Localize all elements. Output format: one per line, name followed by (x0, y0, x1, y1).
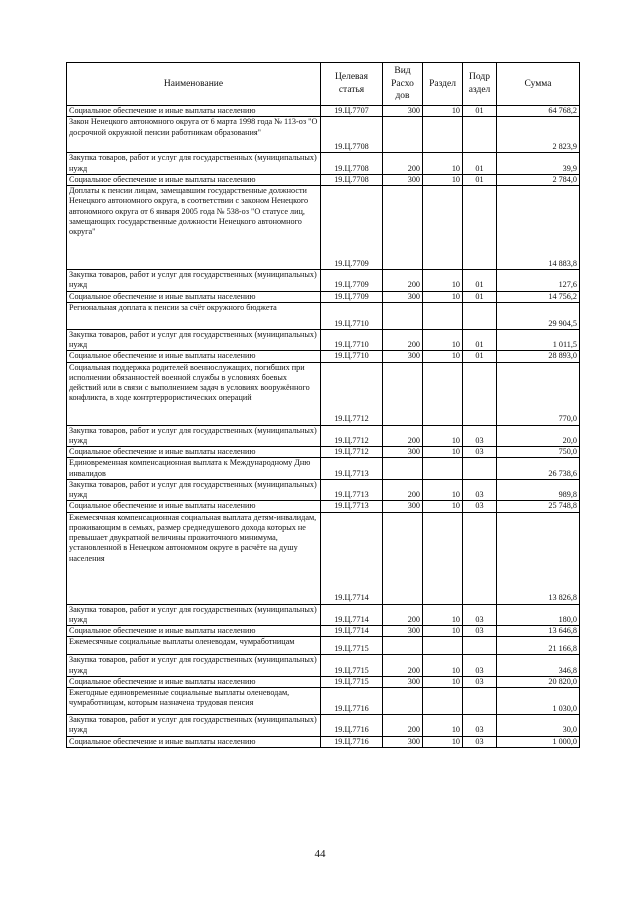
header-section: Раздел (423, 63, 463, 106)
row-subsection (463, 637, 497, 655)
row-sum: 21 166,8 (497, 637, 580, 655)
row-name: Социальное обеспечение и иные выплаты населению (67, 626, 321, 637)
table-row (67, 186, 580, 270)
row-subsection: 01 (463, 270, 497, 292)
table-row (67, 512, 580, 604)
row-name: Социальное обеспечение и иные выплаты населению (67, 736, 321, 747)
table-header-row (67, 63, 580, 106)
row-name: Закупка товаров, работ и услуг для государственных (муниципальных) нужд (67, 153, 321, 175)
row-subsection (463, 688, 497, 715)
table-row (67, 501, 580, 512)
row-section: 10 (423, 604, 463, 626)
row-section: 10 (423, 351, 463, 362)
row-expense-type: 200 (383, 479, 423, 501)
row-name: Единовременная компенсационная выплата к Международному Дню инвалидов (67, 458, 321, 480)
row-section: 10 (423, 106, 463, 117)
row-target-article: 19.Ц.7712 (321, 447, 383, 458)
row-subsection: 03 (463, 655, 497, 677)
row-section: 10 (423, 270, 463, 292)
row-section (423, 512, 463, 604)
row-subsection: 03 (463, 425, 497, 447)
table-row (67, 604, 580, 626)
row-subsection (463, 512, 497, 604)
table-row (67, 291, 580, 302)
row-target-article: 19.Ц.7707 (321, 106, 383, 117)
row-name: Закупка товаров, работ и услуг для государственных (муниципальных) нужд (67, 479, 321, 501)
row-target-article: 19.Ц.7712 (321, 425, 383, 447)
row-section: 10 (423, 655, 463, 677)
row-sum: 64 768,2 (497, 106, 580, 117)
row-target-article: 19.Ц.7714 (321, 626, 383, 637)
table-row (67, 688, 580, 715)
row-section: 10 (423, 736, 463, 747)
row-target-article: 19.Ц.7710 (321, 351, 383, 362)
row-target-article: 19.Ц.7714 (321, 604, 383, 626)
row-expense-type: 200 (383, 425, 423, 447)
row-name: Социальное обеспечение и иные выплаты населению (67, 351, 321, 362)
row-subsection: 03 (463, 736, 497, 747)
row-expense-type: 200 (383, 153, 423, 175)
row-sum: 2 784,0 (497, 174, 580, 185)
row-sum: 20,0 (497, 425, 580, 447)
row-subsection: 01 (463, 106, 497, 117)
row-name: Социальное обеспечение и иные выплаты населению (67, 676, 321, 687)
table-row (67, 447, 580, 458)
row-expense-type (383, 186, 423, 270)
row-target-article: 19.Ц.7716 (321, 715, 383, 737)
row-target-article: 19.Ц.7715 (321, 637, 383, 655)
header-expense-type: Вид Расхо дов (383, 63, 423, 106)
row-sum: 750,0 (497, 447, 580, 458)
row-expense-type: 200 (383, 270, 423, 292)
table-row (67, 458, 580, 480)
row-expense-type: 300 (383, 174, 423, 185)
row-subsection: 03 (463, 479, 497, 501)
row-subsection: 03 (463, 604, 497, 626)
row-expense-type (383, 688, 423, 715)
table-row (67, 270, 580, 292)
row-sum: 14 883,8 (497, 186, 580, 270)
row-name: Социальное обеспечение и иные выплаты населению (67, 106, 321, 117)
row-expense-type: 300 (383, 736, 423, 747)
table-row (67, 174, 580, 185)
row-expense-type: 300 (383, 501, 423, 512)
row-expense-type: 300 (383, 676, 423, 687)
row-expense-type (383, 512, 423, 604)
row-target-article: 19.Ц.7712 (321, 362, 383, 425)
row-section: 10 (423, 153, 463, 175)
table-row (67, 329, 580, 351)
row-sum: 346,8 (497, 655, 580, 677)
table-row (67, 117, 580, 153)
row-subsection (463, 362, 497, 425)
header-subsection: Подр аздел (463, 63, 497, 106)
header-target-article: Целевая статья (321, 63, 383, 106)
row-sum: 1 011,5 (497, 329, 580, 351)
row-name: Ежемесячные социальные выплаты оленеводам, чумработницам (67, 637, 321, 655)
table-row (67, 655, 580, 677)
row-subsection: 01 (463, 174, 497, 185)
row-name: Региональная доплата к пенсии за счёт окружного бюджета (67, 302, 321, 329)
row-subsection: 01 (463, 153, 497, 175)
row-name: Закупка товаров, работ и услуг для государственных (муниципальных) нужд (67, 329, 321, 351)
row-subsection: 01 (463, 329, 497, 351)
row-subsection: 03 (463, 501, 497, 512)
table-row (67, 676, 580, 687)
table-row (67, 351, 580, 362)
budget-table (66, 62, 580, 748)
row-name: Закупка товаров, работ и услуг для государственных (муниципальных) нужд (67, 425, 321, 447)
row-expense-type: 300 (383, 626, 423, 637)
row-target-article: 19.Ц.7709 (321, 270, 383, 292)
row-target-article: 19.Ц.7710 (321, 329, 383, 351)
row-name: Социальная поддержка родителей военнослужащих, погибших при исполнении обязанностей военной службы в условиях боевых действий или в связи с выполнением задач в условиях вооружённого конфликта, в ходе контртеррористических операций (67, 362, 321, 425)
row-section: 10 (423, 447, 463, 458)
row-section: 10 (423, 479, 463, 501)
row-subsection (463, 186, 497, 270)
row-section (423, 688, 463, 715)
row-expense-type: 300 (383, 447, 423, 458)
row-subsection: 03 (463, 676, 497, 687)
row-name: Ежемесячная компенсационная социальная выплата детям-инвалидам, проживающим в семьях, размер среднедушевого дохода которых не превышает двукратной величины прожиточного минимума, установленной в Ненецком автономном округе в расчёте на душу населения (67, 512, 321, 604)
row-sum: 127,6 (497, 270, 580, 292)
row-sum: 20 820,0 (497, 676, 580, 687)
page-number: 44 (314, 848, 326, 860)
row-target-article: 19.Ц.7710 (321, 302, 383, 329)
row-name: Закупка товаров, работ и услуг для государственных (муниципальных) нужд (67, 604, 321, 626)
row-expense-type (383, 362, 423, 425)
row-section (423, 186, 463, 270)
row-target-article: 19.Ц.7709 (321, 291, 383, 302)
table-row (67, 637, 580, 655)
row-subsection: 01 (463, 291, 497, 302)
row-expense-type: 300 (383, 106, 423, 117)
row-subsection: 03 (463, 715, 497, 737)
table-row (67, 106, 580, 117)
row-expense-type: 200 (383, 715, 423, 737)
row-target-article: 19.Ц.7716 (321, 736, 383, 747)
row-target-article: 19.Ц.7714 (321, 512, 383, 604)
row-name: Социальное обеспечение и иные выплаты населению (67, 447, 321, 458)
row-name: Социальное обеспечение и иные выплаты населению (67, 501, 321, 512)
row-sum: 25 748,8 (497, 501, 580, 512)
row-target-article: 19.Ц.7713 (321, 458, 383, 480)
row-sum: 28 893,0 (497, 351, 580, 362)
table-row (67, 626, 580, 637)
row-section (423, 458, 463, 480)
row-expense-type: 200 (383, 655, 423, 677)
row-section: 10 (423, 501, 463, 512)
row-sum: 30,0 (497, 715, 580, 737)
row-sum: 29 904,5 (497, 302, 580, 329)
table-row (67, 302, 580, 329)
row-sum: 39,9 (497, 153, 580, 175)
row-section (423, 637, 463, 655)
table-row (67, 479, 580, 501)
row-sum: 989,8 (497, 479, 580, 501)
row-sum: 1 030,0 (497, 688, 580, 715)
row-target-article: 19.Ц.7713 (321, 479, 383, 501)
row-subsection: 03 (463, 447, 497, 458)
table-row (67, 153, 580, 175)
row-section: 10 (423, 425, 463, 447)
row-subsection: 01 (463, 351, 497, 362)
row-sum: 14 756,2 (497, 291, 580, 302)
row-section: 10 (423, 174, 463, 185)
row-subsection (463, 458, 497, 480)
row-expense-type (383, 117, 423, 153)
row-sum: 180,0 (497, 604, 580, 626)
row-sum: 13 826,8 (497, 512, 580, 604)
table-body (67, 106, 580, 748)
row-name: Социальное обеспечение и иные выплаты населению (67, 291, 321, 302)
row-expense-type: 200 (383, 329, 423, 351)
row-target-article: 19.Ц.7715 (321, 676, 383, 687)
row-name: Закон Ненецкого автономного округа от 6 марта 1998 года № 113-оз "О досрочной окружной пенсии работникам образования" (67, 117, 321, 153)
header-name: Наименование (67, 63, 321, 106)
row-section: 10 (423, 626, 463, 637)
row-target-article: 19.Ц.7708 (321, 117, 383, 153)
row-name: Закупка товаров, работ и услуг для государственных (муниципальных) нужд (67, 655, 321, 677)
row-name: Доплаты к пенсии лицам, замещавшим государственные должности Ненецкого автономного округа, в соответствии с законом Ненецкого автономного округа от 6 января 2005 года № 538-оз "О статусе лиц, замещающих государственные должности Ненецкого автономного округа" (67, 186, 321, 270)
row-subsection: 03 (463, 626, 497, 637)
row-sum: 13 646,8 (497, 626, 580, 637)
row-sum: 26 738,6 (497, 458, 580, 480)
row-section (423, 117, 463, 153)
table-row (67, 715, 580, 737)
row-sum: 2 823,9 (497, 117, 580, 153)
row-expense-type: 300 (383, 351, 423, 362)
row-expense-type (383, 637, 423, 655)
row-sum: 1 000,0 (497, 736, 580, 747)
row-expense-type (383, 302, 423, 329)
row-name: Ежегодные единовременные социальные выплаты оленеводам, чумработницам, которым назначена трудовая пенсия (67, 688, 321, 715)
row-target-article: 19.Ц.7715 (321, 655, 383, 677)
row-target-article: 19.Ц.7713 (321, 501, 383, 512)
table-row (67, 362, 580, 425)
row-section: 10 (423, 676, 463, 687)
header-sum: Сумма (497, 63, 580, 106)
row-section: 10 (423, 329, 463, 351)
row-name: Социальное обеспечение и иные выплаты населению (67, 174, 321, 185)
row-section: 10 (423, 291, 463, 302)
row-subsection (463, 302, 497, 329)
table-row (67, 736, 580, 747)
row-expense-type (383, 458, 423, 480)
row-subsection (463, 117, 497, 153)
row-expense-type: 300 (383, 291, 423, 302)
row-target-article: 19.Ц.7716 (321, 688, 383, 715)
row-section (423, 302, 463, 329)
table-row (67, 425, 580, 447)
row-sum: 770,0 (497, 362, 580, 425)
row-target-article: 19.Ц.7708 (321, 174, 383, 185)
row-section (423, 362, 463, 425)
row-section: 10 (423, 715, 463, 737)
row-name: Закупка товаров, работ и услуг для государственных (муниципальных) нужд (67, 270, 321, 292)
row-target-article: 19.Ц.7709 (321, 186, 383, 270)
row-expense-type: 200 (383, 604, 423, 626)
row-target-article: 19.Ц.7708 (321, 153, 383, 175)
row-name: Закупка товаров, работ и услуг для государственных (муниципальных) нужд (67, 715, 321, 737)
